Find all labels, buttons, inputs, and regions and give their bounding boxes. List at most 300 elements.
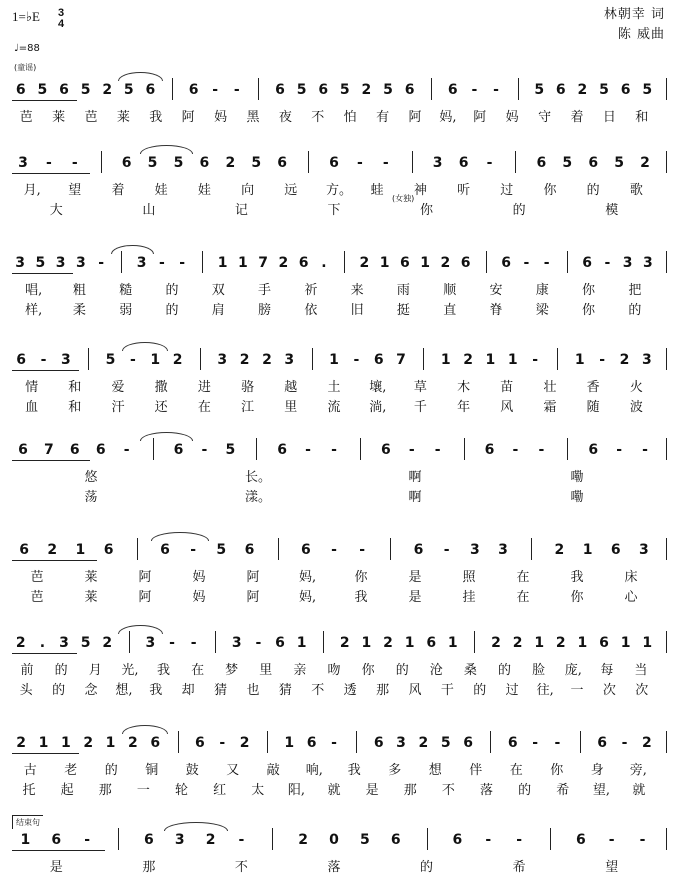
note: 2 (298, 832, 309, 848)
lyric-syllable: 是 (365, 783, 379, 798)
lyric-syllable: 妈 (192, 590, 206, 605)
note: 3 (643, 255, 653, 271)
lyric-syllable: 你 (582, 303, 596, 318)
note: 5 (80, 82, 91, 98)
note: 2 (440, 255, 451, 271)
note: - (331, 442, 337, 458)
barline (557, 348, 558, 370)
lyric-syllable: 唱, (25, 283, 43, 298)
note: 2 (554, 542, 565, 558)
note: 1 (485, 352, 496, 368)
note: 5 (339, 82, 350, 98)
note: 6 (380, 442, 391, 458)
lyric-syllable: 糙 (119, 283, 133, 298)
note: - (639, 832, 646, 848)
note: 3 (18, 155, 28, 171)
note: 6 (484, 442, 495, 458)
note: 1 (404, 635, 415, 651)
beam-underline (12, 370, 79, 371)
lyric-syllable: 落 (479, 783, 493, 798)
lyric-syllable: 情 (25, 380, 39, 395)
coda-label: 结束句 (12, 815, 43, 829)
note: 1 (75, 542, 86, 558)
lyric-syllable: 里 (284, 400, 298, 415)
note: - (158, 255, 165, 271)
note: 6 (188, 82, 199, 98)
slur (118, 625, 163, 634)
lyric-syllable: 雨 (396, 283, 410, 298)
lyric-syllable: 次 (602, 683, 616, 698)
lyric-syllable: 弱 (119, 303, 133, 318)
note: 6 (16, 352, 27, 368)
note: 1 (217, 255, 228, 271)
lyric-syllable: 那 (376, 683, 390, 698)
lyric-syllable: 太 (251, 783, 265, 798)
lyric-syllable: 着 (570, 110, 584, 125)
note: 2 (640, 155, 650, 171)
note: 2 (172, 352, 183, 368)
note: 5 (383, 82, 393, 98)
lyric-syllable: 在 (191, 663, 205, 678)
lyric-syllable: 阿 (181, 110, 195, 125)
note: 3 (284, 352, 295, 368)
lyric-syllable: 大 (49, 203, 63, 218)
lyric-syllable: 又 (226, 763, 240, 778)
lyric-syllable: 远 (284, 183, 298, 198)
note: 5 (614, 155, 624, 171)
lyric-syllable: 苗 (500, 380, 514, 395)
lyric-syllable: 粗 (72, 283, 86, 298)
lyricist-credit: 林朝幸 词 (603, 7, 665, 22)
note: 6 (275, 635, 285, 651)
note: - (71, 155, 78, 171)
note: - (359, 542, 366, 558)
note: 3 (59, 635, 69, 651)
note: - (434, 442, 441, 458)
note: - (486, 155, 493, 171)
lyric-syllable: 往, (536, 683, 554, 698)
note: 6 (501, 255, 511, 271)
note: 6 (69, 442, 80, 458)
note: 6 (575, 832, 586, 848)
note: 3 (396, 735, 406, 751)
lyric-syllable: 还 (154, 400, 168, 415)
lyric-syllable: 不 (311, 110, 325, 125)
lyric-syllable: 啊 (408, 490, 422, 505)
note: 2 (383, 635, 393, 651)
barline (121, 251, 122, 273)
barline-end (666, 731, 667, 753)
lyrics2-row (0, 586, 687, 605)
note: - (169, 635, 175, 651)
lyric-syllable: 的 (628, 303, 642, 318)
lyric-syllable: 古 (23, 763, 37, 778)
note: 0 (329, 832, 339, 848)
note: - (485, 832, 492, 848)
key-signature: 1=♭E (12, 9, 40, 24)
lyric-syllable: 就 (632, 783, 646, 798)
lyric-syllable: 风 (500, 400, 514, 415)
lyric-syllable: 爱 (111, 380, 125, 395)
composer-credit: 陈 威曲 (617, 27, 665, 42)
lyric-syllable: 安 (489, 283, 503, 298)
lyric-syllable: 肩 (211, 303, 225, 318)
note: - (305, 442, 311, 458)
barline-end (666, 828, 667, 850)
note: 3 (432, 155, 443, 171)
lyric-syllable: 黑 (246, 110, 260, 125)
barline (486, 251, 487, 273)
barline (567, 438, 568, 460)
tempo-marking: ♩=88 (14, 43, 40, 54)
note: - (512, 442, 519, 458)
note: 1 (642, 635, 653, 651)
note: 6 (300, 542, 311, 558)
lyric-syllable: 望 (68, 183, 82, 198)
lyric-syllable: 敲 (266, 763, 280, 778)
note: 6 (173, 442, 184, 458)
lyric-syllable: 阿 (246, 590, 260, 605)
lyric-syllable: 我 (149, 683, 163, 698)
lyric-syllable: 的 (104, 763, 118, 778)
note: 1 (507, 352, 518, 368)
barline (431, 78, 432, 100)
note: 2 (619, 352, 630, 368)
note: 6 (458, 155, 469, 171)
lyric-syllable: 希 (556, 783, 570, 798)
lyric-syllable: 在 (197, 400, 211, 415)
lyric-syllable: 妈, (299, 590, 317, 605)
note: 2 (128, 735, 138, 751)
barline (490, 731, 491, 753)
lyric-syllable: 莱 (52, 110, 66, 125)
lyric-syllable: 你 (550, 763, 564, 778)
lyric-syllable: 是 (408, 590, 422, 605)
lyric-syllable: 柔 (72, 303, 86, 318)
note: 2 (102, 82, 113, 98)
lyric-syllable: 听 (457, 183, 471, 198)
barline (178, 731, 179, 753)
lyric-syllable: 长。 (245, 470, 272, 485)
lyric-syllable: 日 (602, 110, 616, 125)
note: 5 (105, 352, 116, 368)
lyric-syllable: 夜 (278, 110, 292, 125)
note: 1 (20, 832, 31, 848)
barline-end (666, 78, 667, 100)
note: 2 (361, 82, 372, 98)
lyric-syllable: 次 (635, 683, 649, 698)
lyric-syllable: 怕 (343, 110, 357, 125)
note: - (543, 255, 550, 271)
lyric-syllable: 莱 (84, 590, 98, 605)
note: 6 (195, 735, 205, 751)
note: 1 (577, 635, 588, 651)
lyric-syllable: 起 (60, 783, 74, 798)
lyric-syllable: 撒 (154, 380, 168, 395)
note: - (471, 82, 478, 98)
lyric-syllable: 一 (136, 783, 150, 798)
note: - (255, 635, 262, 651)
lyrics1-row (0, 179, 687, 198)
lyric-syllable: 方。 (326, 183, 353, 198)
note: 1 (447, 635, 458, 651)
lyric-syllable: 嘞 (570, 490, 584, 505)
beam-underline (12, 100, 77, 101)
barline (567, 251, 568, 273)
lyric-syllable: 你 (420, 203, 434, 218)
lyric-syllable: 草 (413, 380, 427, 395)
barline (360, 438, 361, 460)
lyric-syllable: 托 (22, 783, 36, 798)
note: 6 (275, 82, 285, 98)
lyric-syllable: 年 (457, 400, 471, 415)
note: 3 (639, 542, 649, 558)
lyric-syllable: 双 (211, 283, 225, 298)
lyric-syllable: 漾。 (245, 490, 272, 505)
note: 6 (447, 82, 458, 98)
note: 2 (463, 352, 473, 368)
note: 6 (536, 155, 547, 171)
lyric-syllable: 风 (408, 683, 422, 698)
barline (153, 438, 154, 460)
barline (515, 151, 516, 173)
note: 1 (379, 255, 390, 271)
note: - (233, 82, 240, 98)
female-solo-label: (女独) (392, 194, 415, 203)
barline-end (666, 151, 667, 173)
note: 2 (225, 155, 236, 171)
note: 6 (306, 735, 317, 751)
lyric-syllable: 的 (395, 663, 409, 678)
lyric-syllable: 轮 (175, 783, 189, 798)
barline (531, 538, 532, 560)
note: 6 (329, 155, 339, 171)
note: 1 (574, 352, 585, 368)
note: 6 (620, 82, 631, 98)
note: . (39, 635, 46, 651)
lyric-syllable: 悠 (84, 470, 98, 485)
slur (140, 145, 194, 154)
note: 6 (244, 542, 255, 558)
note: - (443, 542, 450, 558)
lyric-syllable: 你 (582, 283, 596, 298)
note: 1 (329, 352, 339, 368)
note: - (190, 542, 197, 558)
lyric-syllable: 嘞 (570, 470, 584, 485)
lyric-syllable: 望, (592, 783, 610, 798)
lyrics2-row (0, 779, 687, 798)
note: 3 (136, 255, 147, 271)
lyric-syllable: 壤, (369, 380, 387, 395)
note: 3 (174, 832, 185, 848)
barline (129, 631, 130, 653)
slur (111, 245, 154, 254)
barline (344, 251, 345, 273)
beam-underline (12, 460, 90, 461)
lyric-syllable: 亲 (293, 663, 307, 678)
lyric-syllable: 挺 (396, 303, 410, 318)
lyric-syllable: 阳, (287, 783, 306, 798)
lyric-syllable: 是 (408, 570, 422, 585)
lyric-syllable: 想 (428, 763, 442, 778)
lyric-syllable: 梦 (225, 663, 239, 678)
barline (412, 151, 413, 173)
lyric-syllable: 想, (115, 683, 133, 698)
note: - (604, 255, 611, 271)
note: 6 (400, 255, 410, 271)
barline (423, 348, 424, 370)
barline (137, 538, 138, 560)
lyric-syllable: 你 (543, 183, 557, 198)
lyric-syllable: 我 (156, 663, 170, 678)
lyric-syllable: 进 (197, 380, 211, 395)
barline (550, 828, 551, 850)
lyric-syllable: 铜 (145, 763, 159, 778)
lyrics1-row (0, 279, 687, 298)
note: 6 (426, 635, 437, 651)
lyric-syllable: 鼓 (185, 763, 199, 778)
lyric-syllable: 望 (605, 860, 619, 875)
lyric-syllable: 的 (473, 683, 487, 698)
note: 6 (145, 82, 156, 98)
lyric-syllable: 记 (234, 203, 248, 218)
note: - (219, 735, 226, 751)
lyric-syllable: 把 (628, 283, 642, 298)
note: 5 (359, 832, 370, 848)
lyrics2-row (0, 199, 687, 218)
barline (272, 828, 273, 850)
barline (172, 78, 173, 100)
style-marking: (童谣) (14, 63, 37, 72)
lyric-syllable: 旧 (350, 303, 364, 318)
note: 6 (597, 735, 607, 751)
lyric-syllable: 月 (88, 663, 102, 678)
note: - (408, 442, 415, 458)
note: 1 (620, 635, 631, 651)
note: 5 (216, 542, 227, 558)
barline (356, 731, 357, 753)
lyric-syllable: 照 (462, 570, 476, 585)
lyric-syllable: 在 (516, 590, 530, 605)
note: 6 (452, 832, 463, 848)
note: 5 (562, 155, 573, 171)
lyric-syllable: 的 (420, 860, 434, 875)
beam-underline (12, 753, 79, 754)
lyrics2-row (0, 486, 687, 505)
lyric-syllable: 不 (234, 860, 248, 875)
lyric-syllable: 透 (343, 683, 357, 698)
note: 2 (47, 542, 58, 558)
note: - (493, 82, 499, 98)
lyric-syllable: 荡 (84, 490, 98, 505)
note: 1 (296, 635, 307, 651)
lyrics1-row (0, 856, 687, 875)
note: 2 (641, 735, 652, 751)
note: - (382, 155, 389, 171)
note: - (98, 255, 105, 271)
note: 5 (642, 82, 653, 98)
note: 5 (147, 155, 158, 171)
barline (215, 631, 216, 653)
lyric-syllable: 蛙 (370, 183, 384, 198)
lyric-syllable: 芭 (19, 110, 33, 125)
barline (427, 828, 428, 850)
lyrics1-row (0, 376, 687, 395)
note: 6 (150, 735, 161, 751)
lyric-syllable: 我 (149, 110, 163, 125)
barline (88, 348, 89, 370)
lyrics2-row (0, 299, 687, 318)
lyric-syllable: 猜 (214, 683, 228, 698)
note: 1 (60, 735, 71, 751)
lyric-syllable: 红 (213, 783, 227, 798)
slur (164, 822, 228, 831)
lyric-syllable: 不 (311, 683, 325, 698)
note: 2 (339, 635, 350, 651)
note: 6 (199, 155, 210, 171)
note: 3 (231, 635, 242, 651)
lyrics1-row (0, 566, 687, 585)
lyric-syllable: 的 (586, 183, 600, 198)
note: 1 (284, 735, 295, 751)
note: 6 (59, 82, 69, 98)
barline (390, 538, 391, 560)
note: 5 (225, 442, 236, 458)
note: 6 (160, 542, 170, 558)
lyric-syllable: 千 (413, 400, 427, 415)
lyric-syllable: 多 (388, 763, 402, 778)
lyric-syllable: 妈 (192, 570, 206, 585)
lyric-syllable: 脊 (489, 303, 503, 318)
lyric-syllable: 你 (361, 663, 375, 678)
lyric-syllable: 血 (25, 400, 39, 415)
lyric-syllable: 娃 (197, 183, 211, 198)
note: 2 (205, 832, 216, 848)
note: 5 (37, 82, 48, 98)
lyric-syllable: 梁 (535, 303, 549, 318)
note: 2 (102, 635, 113, 651)
lyric-syllable: 的 (52, 683, 66, 698)
note: - (353, 352, 360, 368)
barline (278, 538, 279, 560)
note: - (201, 442, 208, 458)
lyric-syllable: 莱 (116, 110, 130, 125)
lyric-syllable: 干 (440, 683, 454, 698)
note: 6 (277, 155, 288, 171)
note: 2 (577, 82, 588, 98)
barline (118, 828, 119, 850)
beam-underline (12, 653, 77, 654)
lyric-syllable: 我 (570, 570, 584, 585)
lyric-syllable: 妈, (299, 570, 317, 585)
note: 6 (610, 542, 621, 558)
note: - (40, 352, 47, 368)
note: - (532, 352, 538, 368)
note: 3 (145, 635, 156, 651)
lyric-syllable: 江 (241, 400, 255, 415)
note: 3 (217, 352, 228, 368)
note: 2 (239, 735, 250, 751)
note: - (212, 82, 219, 98)
note: - (642, 442, 648, 458)
note: 6 (121, 155, 132, 171)
note: 1 (38, 735, 49, 751)
note: - (516, 832, 523, 848)
note: 5 (80, 635, 91, 651)
note: 6 (555, 82, 566, 98)
note: 6 (373, 735, 384, 751)
lyric-syllable: 汗 (111, 400, 125, 415)
